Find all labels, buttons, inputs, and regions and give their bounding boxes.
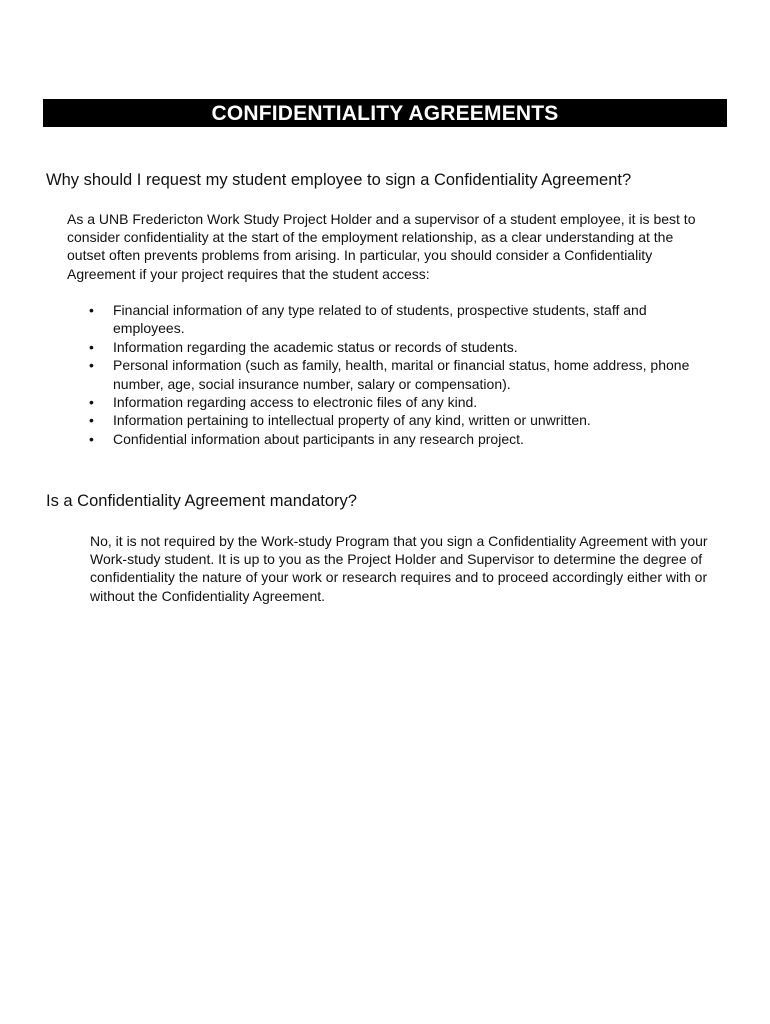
bullet-icon: •	[89, 357, 94, 374]
list-item-text: Confidential information about participants in any research project.	[113, 430, 524, 447]
list-item	[89, 301, 709, 338]
section-heading-mandatory: Is a Confidentiality Agreement mandatory?	[46, 492, 357, 510]
bullet-icon: •	[89, 394, 94, 411]
document-title: CONFIDENTIALITY AGREEMENTS	[43, 99, 727, 127]
list-item-text: Financial information of any type related to of students, prospective students, staff and employees.	[113, 302, 647, 337]
list-item-text: Information regarding the academic status or records of students.	[113, 338, 518, 355]
list-item-text: Information regarding access to electronic files of any kind.	[113, 394, 478, 411]
list-item-text: Information pertaining to intellectual property of any kind, written or unwritten.	[113, 412, 591, 429]
list-item	[89, 430, 709, 448]
bullet-icon: •	[89, 430, 94, 447]
list-item-text: Personal information (such as family, health, marital or financial status, home address, phone number, age, social insurance number, salary or compensation).	[113, 357, 690, 392]
list-item	[89, 356, 709, 393]
bullet-icon: •	[89, 412, 94, 429]
bullet-icon: •	[89, 302, 94, 318]
section-heading-why: Why should I request my student employee to sign a Confidentiality Agreement?	[46, 171, 632, 189]
list-item	[89, 338, 709, 356]
list-item	[89, 393, 709, 411]
section-paragraph-why: As a UNB Fredericton Work Study Project Holder and a supervisor of a student employee, it is best to consider confidentiality at the start of the employment relationship, as a clear understanding at the outset often prevents problems from arising. In particular, you should consider a Confidentiality Agreement if your project requires that the student access:	[67, 211, 696, 282]
bullet-icon: •	[89, 338, 94, 355]
list-item	[89, 411, 709, 429]
access-requirements-list	[89, 301, 709, 448]
section-paragraph-mandatory: No, it is not required by the Work-study Program that you sign a Confidentiality Agreement with your Work-study student. It is up to you as the Project Holder and Supervisor to determine the degree of confidentiality the nature of your work or research requires and to proceed accordingly either with or without the Confidentiality Agreement.	[90, 533, 708, 604]
